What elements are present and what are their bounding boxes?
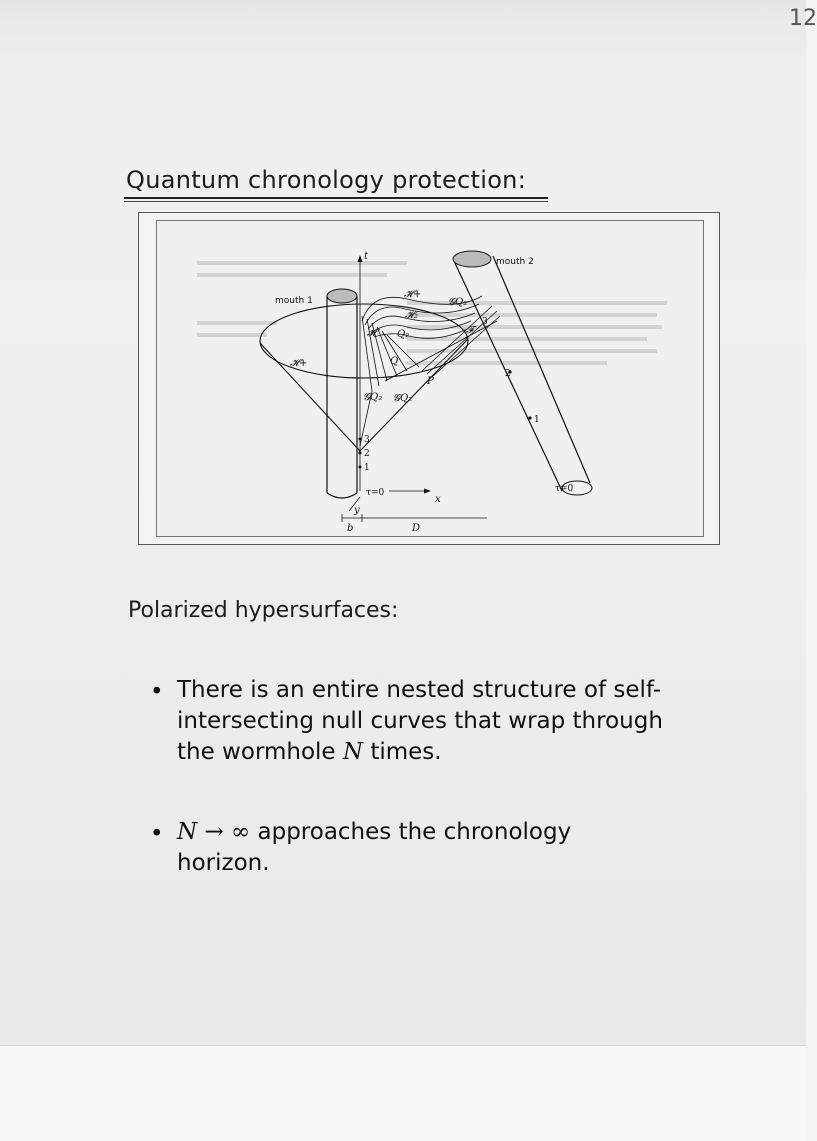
label-F: 𝓕 <box>466 325 474 336</box>
tick-right-3: 3 <box>482 317 488 327</box>
bullet-2-line-2: horizon. <box>177 850 270 876</box>
bullet-1-line-3 <box>177 737 442 768</box>
label-Q2: Q₂ <box>397 329 410 340</box>
horizon-left-label: 𝓗+ <box>290 358 308 369</box>
tau-zero-left: τ=0 <box>366 488 385 498</box>
tick-right-1: 1 <box>534 415 540 425</box>
title-underline-secondary <box>124 201 548 202</box>
mouth-2-label: mouth 2 <box>496 257 534 267</box>
tick-left-1: 1 <box>364 463 370 473</box>
go2-label-top: 𝓖Q₂ <box>448 297 468 308</box>
axis-t-label: t <box>364 251 369 262</box>
tick-left-2: 2 <box>364 449 370 459</box>
page-number: 12 <box>789 6 817 31</box>
mouth-1-label: mouth 1 <box>275 296 313 306</box>
math-N: N <box>342 739 364 765</box>
wormhole-diagram-svg <box>157 221 703 536</box>
point-P-label: P <box>427 376 434 387</box>
dimension-b-label: b <box>347 523 354 534</box>
label-Q: Q <box>390 356 399 367</box>
dimension-D-label: D <box>412 523 421 534</box>
go2-label-left: 𝓖Q₂ <box>363 392 383 403</box>
bullet-2-line-1-suffix: approaches the chronology <box>250 819 572 845</box>
horizon-top-label: 𝓗+ <box>404 289 422 300</box>
title-underline <box>124 197 548 199</box>
bullet-1-line-3-prefix: the wormhole <box>177 739 343 765</box>
go2-label-right: 𝓖Q₂ <box>393 393 413 404</box>
slide-title: Quantum chronology protection: <box>126 166 527 194</box>
null-curves <box>360 296 500 446</box>
axis-x-label: x <box>435 494 441 505</box>
label-H: 𝓗 <box>367 328 377 339</box>
tau-zero-right: τ=0 <box>555 484 574 494</box>
bullet-2-line-1 <box>177 817 571 848</box>
bullet-1-line-3-suffix: times. <box>363 739 442 765</box>
mouth-2-cylinder <box>453 251 592 495</box>
bullet-marker-1: • <box>150 679 164 705</box>
math-N-to-infinity: N → ∞ <box>177 819 251 845</box>
axis-y-label: y <box>354 505 360 516</box>
bullet-marker-2: • <box>150 821 164 847</box>
page-bottom-margin <box>0 1045 806 1141</box>
time-axis <box>358 255 363 491</box>
mouth-1-cylinder <box>327 289 357 498</box>
figure-frame <box>138 212 720 545</box>
section-heading: Polarized hypersurfaces: <box>128 598 399 623</box>
dimension-arrows <box>342 489 487 523</box>
tick-right-2: 2 <box>505 369 511 379</box>
wormhole-diagram <box>156 220 704 537</box>
tick-left-3: 3 <box>364 435 370 445</box>
bullet-1-line-1: There is an entire nested structure of self- <box>177 677 662 703</box>
label-H2: 𝓗₂ <box>405 310 419 321</box>
bullet-1-line-2: intersecting null curves that wrap through <box>177 708 663 734</box>
